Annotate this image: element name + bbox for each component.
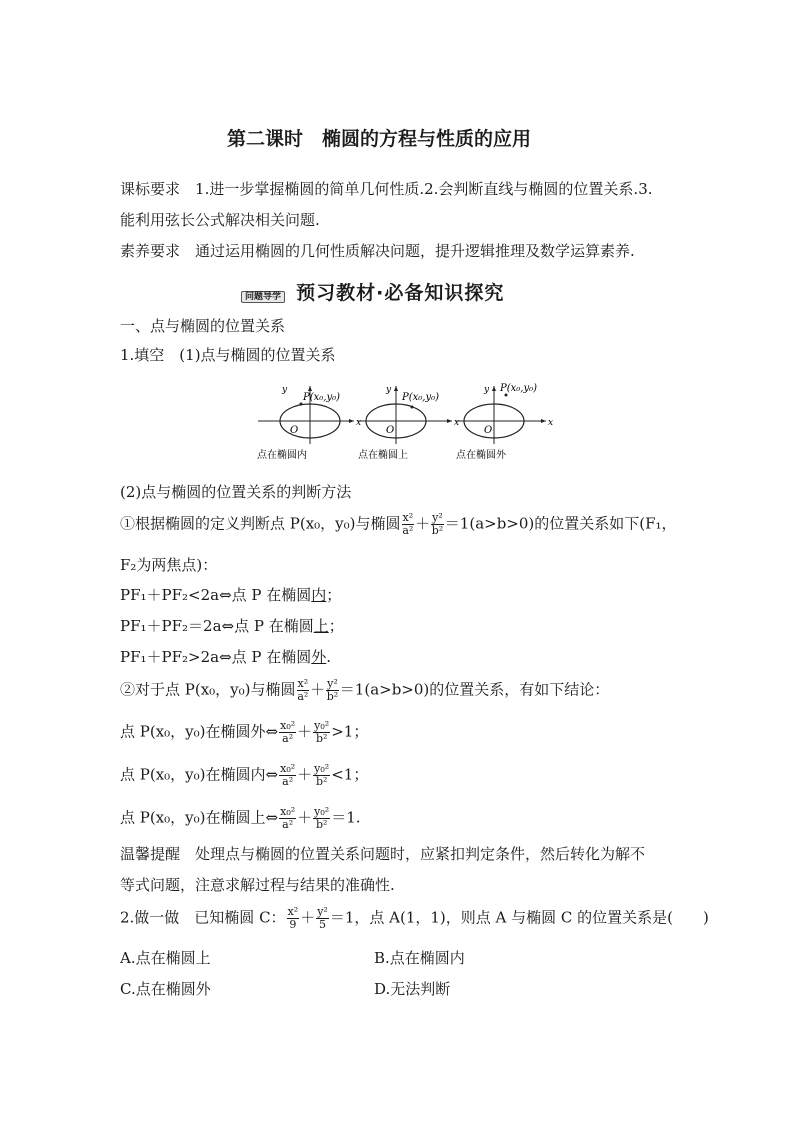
section-heading: 预习教材·必备知识探究 [296,282,505,304]
y-axis-label: y [282,385,288,395]
method2-case-inside: 点 P(x₀，y₀)在椭圆内⇔ $\frac{\text{x₀²}}{\text{a²}}$ ＋ $\frac{\text{y₀²}}{\text{b²}}$ <1； [120,762,369,788]
fill-blank-label: 1.填空 (1)点与椭圆的位置关系 [120,346,336,364]
frac-y2-b2: $\frac{\text{y²}}{\text{b²}}$ [431,511,444,537]
option-b[interactable]: B.点在椭圆内 [374,949,465,967]
plus-sign: ＋ [415,514,431,533]
method1-case-inside: PF₁＋PF₂<2a⇔点 P 在椭圆内； [120,586,342,604]
option-d[interactable]: D.无法判断 [374,980,451,998]
x-axis-label: x [454,418,460,428]
option-c[interactable]: C.点在椭圆外 [120,980,211,998]
frac-x2-a2: $\frac{\text{x²}}{\text{a²}}$ [402,511,414,537]
method2-line: ②对于点 P(x₀，y₀)与椭圆 $\frac{\text{x²}}{\text{a²}}$ ＋ $\frac{\text{y²}}{\text{b²}}$ ＝1(a>b>0)的位置关系，有如下结论： [120,677,610,703]
origin-label: O [484,425,493,436]
point-label: P(x₀,y₀) [303,392,341,403]
x-axis-label: x [356,418,362,428]
reminder-line1: 温馨提醒 处理点与椭圆的位置关系问题时，应紧扣判定条件，然后转化为解不 [120,845,646,863]
judge-method-heading: (2)点与椭圆的位置关系的判断方法 [120,483,352,501]
literacy-label: 素养要求 [120,242,181,260]
y-axis-label: y [386,385,392,395]
exercise-question: 2.做一做 已知椭圆 C： $\frac{\text{x²}}{9}$ ＋ $\frac{\text{y²}}{5}$ ＝1，点 A(1，1)，则点 A 与椭圆 C 的位置关系是( ) [120,905,709,931]
method2-post: ＝1(a>b>0)的位置关系，有如下结论： [339,680,610,699]
method1-foci: F₂为两焦点)： [120,556,218,574]
method1-case-outside: PF₁＋PF₂>2a⇔点 P 在椭圆外. [120,648,332,666]
figure-outside [456,383,553,461]
curriculum-label: 课标要求 [120,180,181,198]
method2-case-outside: 点 P(x₀，y₀)在椭圆外⇔ $\frac{\text{x₀²}}{\text{a²}}$ ＋ $\frac{\text{y₀²}}{\text{b²}}$ >1； [120,719,369,745]
origin-label: O [386,425,395,436]
curriculum-text-cont: 能利用弦长公式解决相关问题. [120,211,320,229]
frac-x2-9: $\frac{\text{x²}}{9}$ [287,905,299,931]
section-tag: 问题导学 [241,291,285,303]
method2-case-on: 点 P(x₀，y₀)在椭圆上⇔ $\frac{\text{x₀²}}{\text{a²}}$ ＋ $\frac{\text{y₀²}}{\text{b²}}$ ＝1. [120,805,361,831]
figure-inside [257,385,361,461]
point-label: P(x₀,y₀) [500,383,538,394]
method1-case-on: PF₁＋PF₂＝2a⇔点 P 在椭圆上； [120,617,344,635]
reminder-line2: 等式问题，注意求解过程与结果的准确性. [120,876,395,894]
section-header [241,278,504,305]
origin-label: O [290,425,299,436]
ellipse-position-figure [250,378,554,468]
method1-pre: ①根据椭圆的定义判断点 P(x₀，y₀)与椭圆 [120,514,401,533]
caption-inside: 点在椭圆内 [257,450,307,461]
method2-pre: ②对于点 P(x₀，y₀)与椭圆 [120,680,296,699]
page-title: 第二课时 椭圆的方程与性质的应用 [227,128,532,150]
y-axis-label: y [484,385,490,395]
caption-outside: 点在椭圆外 [456,450,506,461]
x-axis-label: x [548,418,554,428]
frac-y2-5: $\frac{\text{y²}}{5}$ [317,905,328,931]
literacy-text: 通过运用椭圆的几何性质解决问题，提升逻辑推理及数学运算素养. [195,242,635,260]
method1-line [120,512,677,537]
point-label: P(x₀,y₀) [402,392,440,403]
reminder-label: 温馨提醒 [120,845,181,863]
part1-heading: 一、点与椭圆的位置关系 [120,317,286,335]
curriculum-text: 1.进一步掌握椭圆的简单几何性质.2.会判断直线与椭圆的位置关系.3. [195,180,653,198]
literacy-requirement [120,241,635,261]
option-a[interactable]: A.点在椭圆上 [120,949,211,967]
figure-on [358,385,459,461]
frac-y2-b2: $\frac{\text{y²}}{\text{b²}}$ [326,677,339,703]
frac-x2-a2: $\frac{\text{x²}}{\text{a²}}$ [297,677,309,703]
caption-on: 点在椭圆上 [358,450,408,461]
curriculum-requirement [120,179,653,199]
method1-post: ＝1(a>b>0)的位置关系如下(F₁， [444,514,677,533]
